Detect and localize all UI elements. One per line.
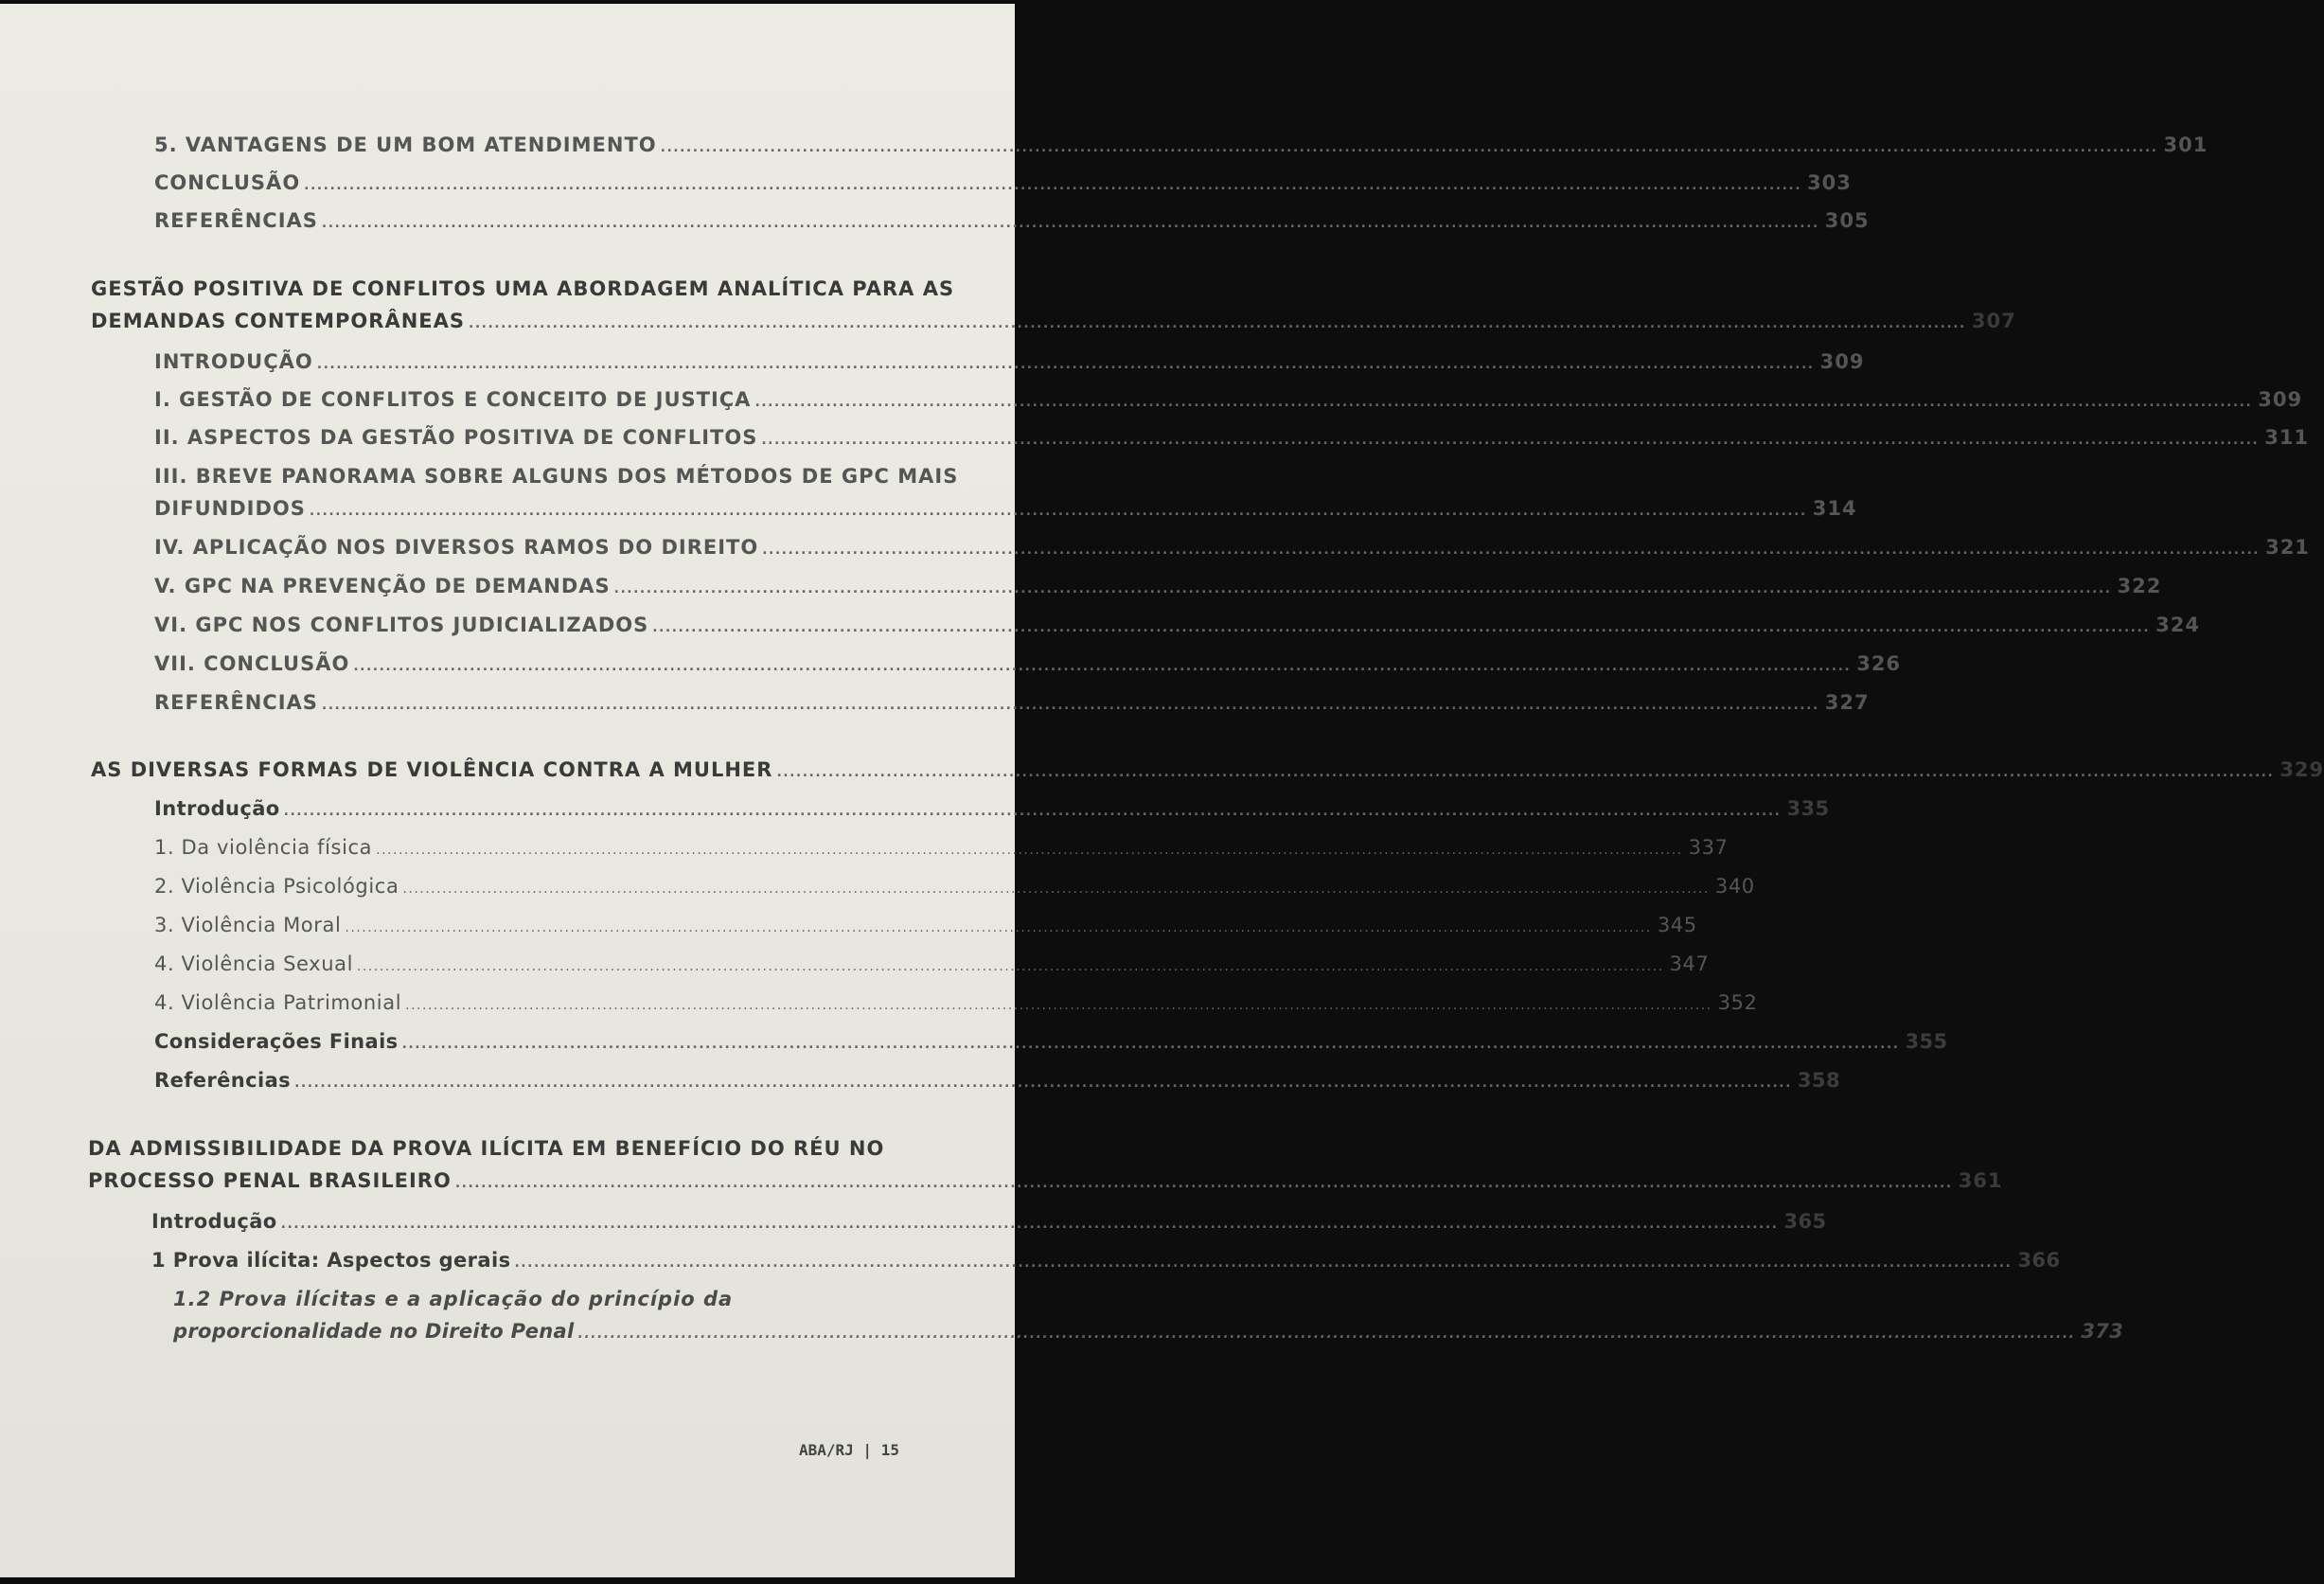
toc-entry[interactable] — [154, 991, 1758, 1014]
leader-dots: ........................................................................................................................................................................................................................................ — [321, 698, 1819, 713]
leader-dots: ........................................................................................................................................................................................................................................ — [405, 998, 1712, 1013]
chapter-title-line: GESTÃO POSITIVA DE CONFLITOS UMA ABORDAGEM ANALÍTICA PARA AS — [91, 277, 955, 300]
toc-entry-title: 3. Violência Moral — [154, 914, 342, 936]
toc-entry[interactable] — [154, 952, 1710, 975]
leader-dots: ........................................................................................................................................................................................................................................ — [309, 504, 1807, 519]
leader-dots: ........................................................................................................................................................................................................................................ — [357, 959, 1664, 974]
toc-chapter-entry[interactable] — [91, 310, 2016, 332]
toc-entry-title: Introdução — [151, 1210, 277, 1233]
leader-dots: ........................................................................................................................................................................................................................................ — [613, 581, 2112, 596]
toc-page-number: 345 — [1657, 914, 1697, 936]
toc-entry-title: Considerações Finais — [154, 1030, 399, 1053]
leader-dots: ........................................................................................................................................................................................................................................ — [454, 1176, 1953, 1191]
toc-page-number: 311 — [2264, 426, 2310, 449]
page-footer: ABA/RJ | 15 — [799, 1441, 899, 1459]
toc-entry[interactable] — [154, 652, 1902, 675]
toc-entry-title: 4. Violência Patrimonial — [154, 991, 402, 1014]
toc-page-number: 337 — [1688, 836, 1729, 859]
toc-entry-title: INTRODUÇÃO — [154, 350, 313, 373]
toc-entry[interactable] — [151, 1249, 2061, 1272]
chapter-title: PROCESSO PENAL BRASILEIRO — [88, 1169, 452, 1192]
toc-entry-title: 4. Violência Sexual — [154, 952, 354, 975]
toc-entry[interactable] — [173, 1320, 2124, 1343]
toc-page-number: 352 — [1717, 991, 1758, 1014]
leader-dots: ........................................................................................................................................................................................................................................ — [376, 843, 1683, 858]
toc-page-number: 373 — [2081, 1320, 2124, 1343]
toc-page-number: 314 — [1812, 497, 1857, 520]
toc-page-number: 305 — [1824, 209, 1870, 232]
toc-entry-title: 1 Prova ilícita: Aspectos gerais — [151, 1249, 511, 1272]
toc-page-number: 326 — [1856, 652, 1902, 675]
leader-dots: ........................................................................................................................................................................................................................................ — [401, 1037, 1900, 1052]
toc-entry-title: IV. APLICAÇÃO NOS DIVERSOS RAMOS DO DIREITO — [154, 536, 759, 559]
toc-entry[interactable] — [154, 1030, 1948, 1053]
toc-entry-title: V. GPC NA PREVENÇÃO DE DEMANDAS — [154, 575, 611, 597]
leader-dots: ........................................................................................................................................................................................................................................ — [402, 881, 1710, 897]
leader-dots: ........................................................................................................................................................................................................................................ — [280, 1217, 1779, 1232]
toc-entry-title: DIFUNDIDOS — [154, 497, 306, 520]
toc-page-number: 309 — [1819, 350, 1865, 373]
chapter-title: DEMANDAS CONTEMPORÂNEAS — [91, 310, 465, 332]
toc-page-number: 301 — [2163, 133, 2209, 156]
toc-entry-title: VII. CONCLUSÃO — [154, 652, 350, 675]
leader-dots: ........................................................................................................................................................................................................................................ — [514, 1255, 2013, 1271]
toc-entry-title: I. GESTÃO DE CONFLITOS E CONCEITO DE JUSTIÇA — [154, 388, 752, 411]
toc-entry[interactable] — [154, 388, 2303, 411]
toc-entry-title: REFERÊNCIAS — [154, 209, 318, 232]
chapter-title: AS DIVERSAS FORMAS DE VIOLÊNCIA CONTRA A MULHER — [91, 758, 773, 781]
leader-dots: ........................................................................................................................................................................................................................................ — [321, 216, 1819, 231]
toc-page-number: 309 — [2258, 388, 2303, 411]
leader-dots: ........................................................................................................................................................................................................................................ — [776, 765, 2275, 780]
toc-page-number: 361 — [1958, 1169, 2003, 1192]
toc-entry-title-line: III. BREVE PANORAMA SOBRE ALGUNS DOS MÉTODOS DE GPC MAIS — [154, 465, 959, 488]
leader-dots: ........................................................................................................................................................................................................................................ — [283, 804, 1782, 819]
toc-page-number: 307 — [1971, 310, 2016, 332]
leader-dots: ........................................................................................................................................................................................................................................ — [754, 395, 2253, 410]
toc-entry[interactable] — [154, 536, 2310, 559]
leader-dots: ........................................................................................................................................................................................................................................ — [577, 1326, 2076, 1342]
toc-entry[interactable] — [154, 133, 2209, 156]
toc-chapter-entry[interactable] — [88, 1169, 2003, 1192]
toc-page-number: 355 — [1905, 1030, 1948, 1053]
toc-entry-title: Referências — [154, 1069, 292, 1092]
toc-entry[interactable] — [151, 1210, 1827, 1233]
leader-dots: ........................................................................................................................................................................................................................................ — [652, 620, 2151, 635]
toc-page-number: 340 — [1714, 875, 1755, 898]
toc-page-number: 329 — [2280, 758, 2324, 781]
toc-entry[interactable] — [154, 914, 1697, 936]
toc-entry[interactable] — [154, 575, 2162, 597]
leader-dots: ........................................................................................................................................................................................................................................ — [761, 433, 2260, 448]
toc-page-number: 365 — [1783, 1210, 1827, 1233]
toc-page-number: 347 — [1669, 952, 1710, 975]
toc-entry-title: proporcionalidade no Direito Penal — [173, 1320, 575, 1343]
toc-page-number: 335 — [1786, 797, 1830, 820]
leader-dots: ........................................................................................................................................................................................................................................ — [353, 659, 1852, 674]
chapter-title-line: DA ADMISSIBILIDADE DA PROVA ILÍCITA EM BENEFÍCIO DO RÉU NO — [88, 1137, 885, 1160]
toc-entry[interactable] — [154, 171, 1852, 194]
toc-entry[interactable] — [154, 209, 1870, 232]
leader-dots: ........................................................................................................................................................................................................................................ — [294, 1076, 1792, 1091]
toc-entry[interactable] — [154, 875, 1755, 898]
toc-chapter-entry[interactable] — [91, 758, 2324, 781]
toc-entry[interactable] — [154, 497, 1857, 520]
toc-entry-title: II. ASPECTOS DA GESTÃO POSITIVA DE CONFLITOS — [154, 426, 758, 449]
toc-entry[interactable] — [154, 350, 1865, 373]
toc-entry-title: CONCLUSÃO — [154, 171, 301, 194]
leader-dots: ........................................................................................................................................................................................................................................ — [316, 357, 1815, 372]
toc-page-number: 322 — [2117, 575, 2162, 597]
leader-dots: ........................................................................................................................................................................................................................................ — [469, 316, 1966, 331]
toc-page-number: 303 — [1807, 171, 1852, 194]
toc-entry-title: 5. VANTAGENS DE UM BOM ATENDIMENTO — [154, 133, 657, 156]
toc-entry-title-line: 1.2 Prova ilícitas e a aplicação do princípio da — [173, 1288, 734, 1310]
toc-page-number: 366 — [2017, 1249, 2061, 1272]
toc-page-number: 321 — [2265, 536, 2310, 559]
toc-entry[interactable] — [154, 691, 1870, 714]
toc-entry-title: 1. Da violência física — [154, 836, 373, 859]
toc-page-number: 358 — [1797, 1069, 1840, 1092]
toc-entry[interactable] — [154, 836, 1729, 859]
toc-entry-title: 2. Violência Psicológica — [154, 875, 399, 898]
leader-dots: ........................................................................................................................................................................................................................................ — [345, 920, 1652, 935]
toc-entry-title: Introdução — [154, 797, 280, 820]
toc-entry[interactable] — [154, 797, 1830, 820]
toc-page-number: 324 — [2155, 614, 2200, 636]
leader-dots: ........................................................................................................................................................................................................................................ — [762, 543, 2261, 558]
leader-dots: ........................................................................................................................................................................................................................................ — [660, 140, 2158, 155]
toc-entry[interactable] — [154, 1069, 1840, 1092]
book-page — [0, 4, 2324, 1577]
leader-dots: ........................................................................................................................................................................................................................................ — [304, 178, 1802, 193]
toc-entry[interactable] — [154, 614, 2200, 636]
toc-entry-title: VI. GPC NOS CONFLITOS JUDICIALIZADOS — [154, 614, 649, 636]
toc-entry-title: REFERÊNCIAS — [154, 691, 318, 714]
toc-entry[interactable] — [154, 426, 2310, 449]
toc-page-number: 327 — [1824, 691, 1870, 714]
